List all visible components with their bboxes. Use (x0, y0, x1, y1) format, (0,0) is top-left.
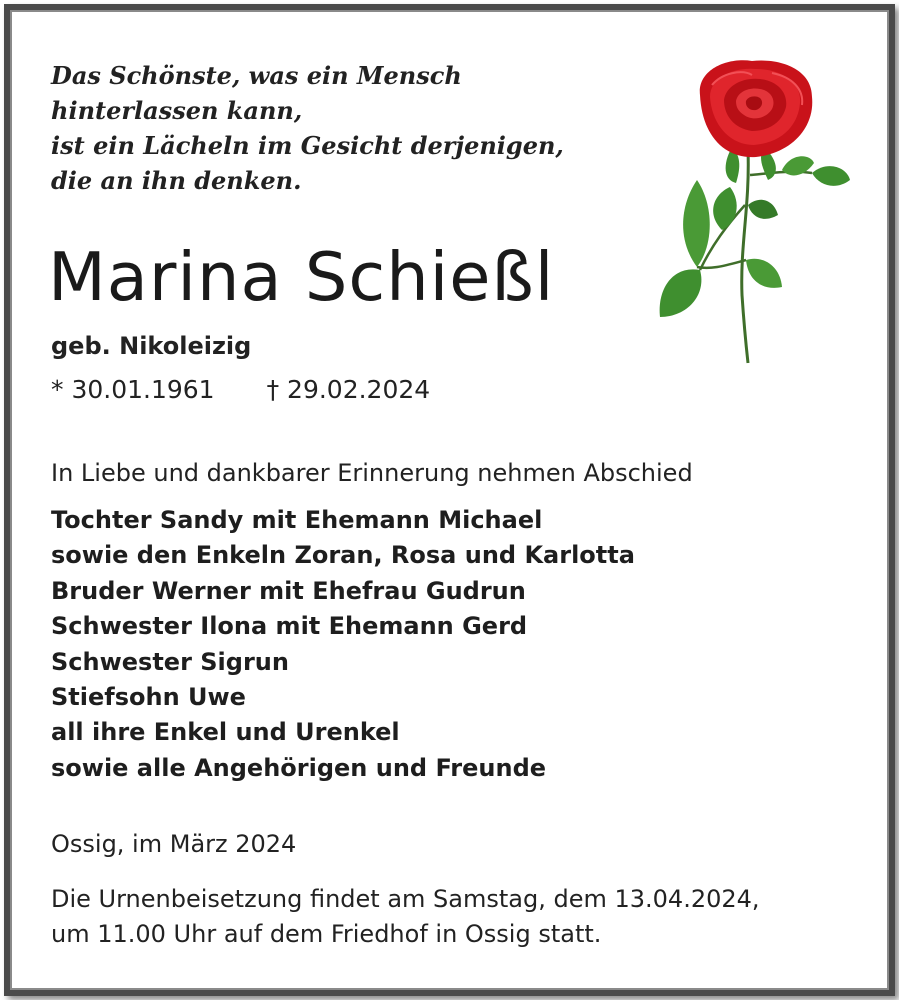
life-dates (51, 373, 430, 407)
mourner-line: Stiefsohn Uwe (51, 683, 246, 712)
mourner-line: Schwester Ilona mit Ehemann Gerd (51, 612, 528, 641)
mourner-line: Schwester Sigrun (51, 647, 289, 676)
mourner-line: sowie alle Angehörigen und Freunde (51, 753, 547, 782)
deceased-name: Marina Schießl (48, 238, 555, 316)
poem-line: Das Schönste, was ein Mensch (51, 61, 462, 90)
mourners-list (51, 503, 635, 786)
funeral-notice (51, 882, 760, 952)
farewell-intro: In Liebe und dankbarer Erinnerung nehmen Abschied (51, 459, 693, 487)
red-rose-icon (652, 55, 852, 365)
mourner-line: Tochter Sandy mit Ehemann Michael (51, 506, 543, 534)
funeral-line: um 11.00 Uhr auf dem Friedhof in Ossig statt. (51, 920, 602, 948)
mourner-line: sowie den Enkeln Zoran, Rosa und Karlotta (51, 541, 635, 570)
poem-line: ist ein Lächeln im Gesicht derjenigen, (51, 131, 564, 160)
poem-line: die an ihn denken. (51, 166, 302, 195)
funeral-line: Die Urnenbeisetzung findet am Samstag, dem 13.04.2024, (51, 885, 760, 913)
place-date: Ossig, im März 2024 (51, 830, 297, 858)
poem-line: hinterlassen kann, (51, 96, 303, 125)
birth-name: geb. Nikoleizig (51, 332, 252, 360)
poem (51, 58, 564, 198)
death-date: † 29.02.2024 (266, 375, 431, 404)
mourner-line: Bruder Werner mit Ehefrau Gudrun (51, 576, 526, 605)
birth-date: * 30.01.1961 (51, 375, 215, 404)
mourner-line: all ihre Enkel und Urenkel (51, 718, 400, 747)
